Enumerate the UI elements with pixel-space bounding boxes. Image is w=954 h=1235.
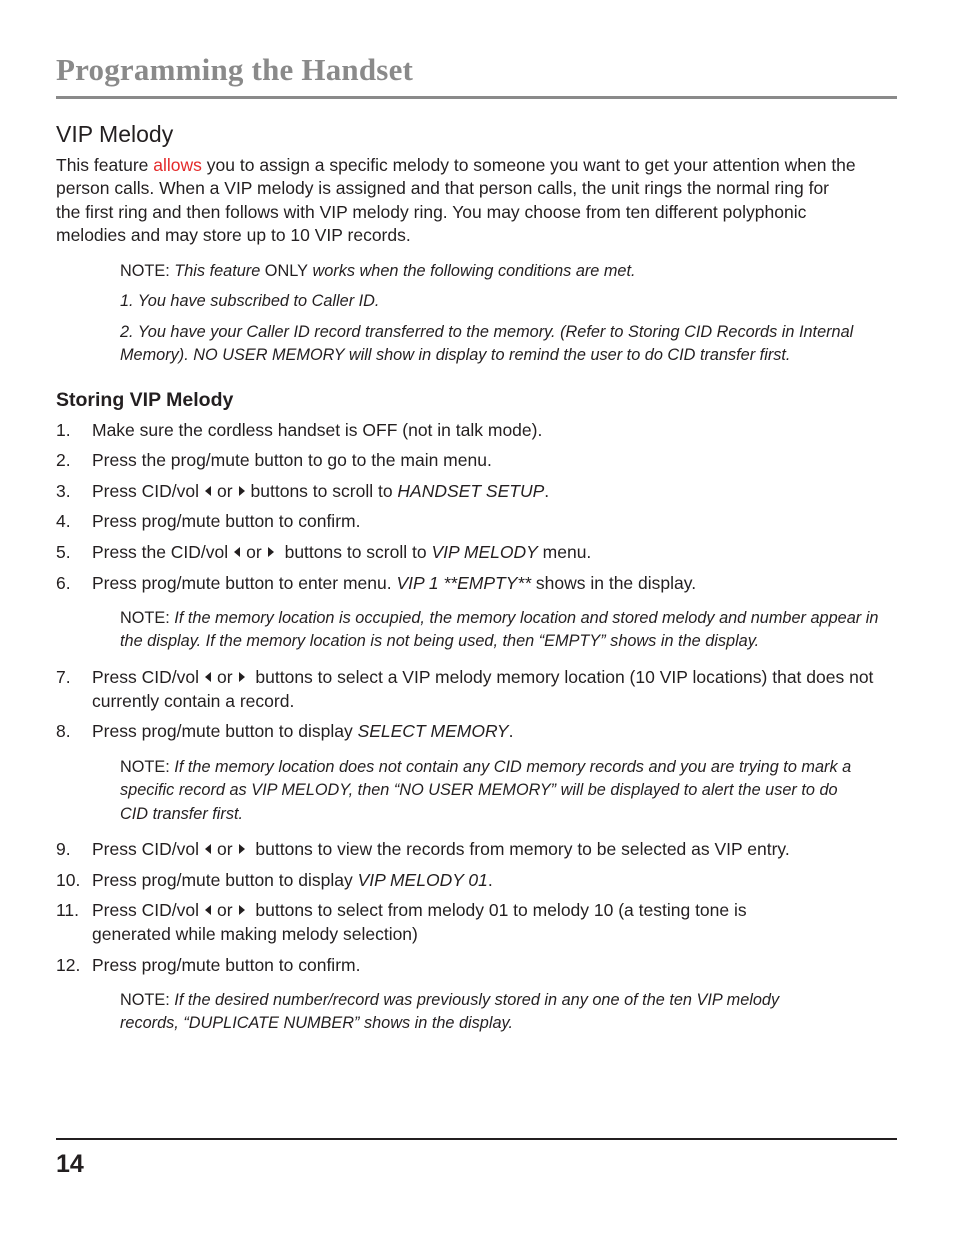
step-text <box>92 720 901 744</box>
step-number: 12. <box>56 955 81 975</box>
step-text <box>92 480 901 504</box>
step-text-part: buttons to scroll to <box>250 481 398 501</box>
note-text: If the memory location does not contain any CID memory records and you are trying to mark a specific record as VIP MELODY, then “NO USER MEMORY” will be displayed to alert the user to do CID transfer first. <box>120 758 852 823</box>
note-duplicate-number <box>120 989 840 1036</box>
list-item <box>56 720 901 744</box>
step-number: 4. <box>56 511 71 531</box>
title-divider <box>56 96 897 99</box>
left-arrow-icon <box>205 672 211 682</box>
step-number: 11. <box>56 900 80 920</box>
page-number: 14 <box>56 1150 84 1178</box>
note-text: If the memory location is occupied, the memory location and stored melody and number appear in the display. If the memory location is not being used, then “EMPTY” shows in the display. <box>120 609 879 651</box>
note-conditions <box>120 260 890 283</box>
intro-text-end: you to assign a specific melody to someone you want to get your attention when the person calls. When a VIP melody is assigned and that person calls, the unit rings the normal ring for the first ring and then follows with VIP melody ring. You may choose from ten different polyphonic melodies and may store up to 10 VIP records. <box>56 155 856 245</box>
note-memory-location <box>120 607 890 654</box>
step-number: 7. <box>56 667 71 687</box>
step-number: 3. <box>56 481 71 501</box>
section-heading: VIP Melody <box>56 121 174 147</box>
step-text-part: . <box>508 721 514 741</box>
step-text-part: shows in the display. <box>531 573 697 593</box>
step-text-part: menu. <box>537 542 592 562</box>
step-text <box>92 541 901 565</box>
list-item <box>56 899 816 946</box>
step-number: 6. <box>56 573 71 593</box>
step-text-part: Press prog/mute button to display <box>92 870 358 890</box>
step-text-part: buttons to scroll to <box>279 542 432 562</box>
step-text <box>92 899 816 946</box>
step-number: 8. <box>56 721 71 741</box>
display-text: VIP MELODY 01 <box>357 870 488 890</box>
right-arrow-icon <box>239 672 245 682</box>
right-arrow-icon <box>239 844 245 854</box>
left-arrow-icon <box>205 486 211 496</box>
intro-paragraph <box>56 154 856 247</box>
step-text: Press the prog/mute button to go to the main menu. <box>92 450 492 470</box>
step-text-part: Press the CID/vol <box>92 542 229 562</box>
note-label: NOTE: <box>120 758 170 776</box>
intro-highlight: allows <box>153 155 202 175</box>
note-label: NOTE: <box>120 609 170 627</box>
step-text <box>92 666 901 713</box>
step-text-part: Press prog/mute button to display <box>92 721 358 741</box>
list-item <box>56 954 901 978</box>
or-word: or <box>246 542 262 562</box>
note-label: NOTE: <box>120 262 170 280</box>
step-text-part: . <box>487 870 493 890</box>
or-word: or <box>216 667 233 687</box>
or-word: or <box>216 481 233 501</box>
display-text: VIP 1 **EMPTY** <box>396 573 532 593</box>
note-label: NOTE: <box>120 991 170 1009</box>
step-text: Press prog/mute button to confirm. <box>92 955 361 975</box>
step-text-part: Press CID/vol <box>92 481 199 501</box>
step-text <box>92 572 901 596</box>
step-text-part: buttons to select a VIP melody memory location (10 VIP locations) that does not currently contain a record. <box>92 667 874 711</box>
note-only-word: ONLY <box>264 262 308 280</box>
list-item <box>56 480 901 504</box>
step-text-part: Press CID/vol <box>92 839 199 859</box>
step-number: 5. <box>56 542 71 562</box>
left-arrow-icon <box>205 905 211 915</box>
step-text-part: Press prog/mute button to enter menu. <box>92 573 397 593</box>
page-title: Programming the Handset <box>56 52 414 87</box>
note-text: If the desired number/record was previously stored in any one of the ten VIP melody records, “DUPLICATE NUMBER” shows in the display. <box>120 991 780 1033</box>
right-arrow-icon <box>268 547 274 557</box>
step-number: 9. <box>56 839 71 859</box>
subsection-heading: Storing VIP Melody <box>56 389 234 411</box>
step-text-part: . <box>544 481 550 501</box>
step-number: 10. <box>56 870 81 890</box>
or-word: or <box>216 839 233 859</box>
list-item <box>56 510 901 534</box>
list-item <box>56 541 901 565</box>
note-condition-1: 1. You have subscribed to Caller ID. <box>120 292 380 310</box>
note-text: works when the following conditions are met. <box>307 262 636 280</box>
step-text-part: Press CID/vol <box>92 667 199 687</box>
or-word: or <box>216 900 233 920</box>
menu-name: VIP MELODY <box>431 542 538 562</box>
step-text-part: buttons to select from melody 01 to melody 10 (a testing tone is generated while making melody selection) <box>92 900 747 944</box>
step-text-part: buttons to view the records from memory to be selected as VIP entry. <box>250 839 790 859</box>
list-item <box>56 838 901 862</box>
step-text <box>92 838 901 862</box>
step-number: 1. <box>56 420 71 440</box>
right-arrow-icon <box>239 486 245 496</box>
step-number: 2. <box>56 450 71 470</box>
list-item <box>56 449 901 473</box>
footer-divider <box>56 1138 897 1140</box>
list-item <box>56 419 901 443</box>
list-item <box>56 666 901 713</box>
step-text: Make sure the cordless handset is OFF (not in talk mode). <box>92 420 543 440</box>
step-text: Press prog/mute button to confirm. <box>92 511 361 531</box>
left-arrow-icon <box>205 844 211 854</box>
step-text <box>92 869 901 893</box>
step-text-part: Press CID/vol <box>92 900 199 920</box>
right-arrow-icon <box>239 905 245 915</box>
note-no-user-memory <box>120 756 870 826</box>
left-arrow-icon <box>234 547 240 557</box>
display-text: SELECT MEMORY <box>357 721 509 741</box>
note-text: This feature <box>169 262 265 280</box>
list-item <box>56 869 901 893</box>
menu-name: HANDSET SETUP <box>397 481 545 501</box>
note-condition-2: 2. You have your Caller ID record transferred to the memory. (Refer to Storing CID Records in Internal Memory). NO USER MEMORY will show in display to remind the user to do CID transfer first. <box>120 323 854 365</box>
list-item <box>56 572 901 596</box>
intro-text-start: This feature <box>56 155 154 175</box>
